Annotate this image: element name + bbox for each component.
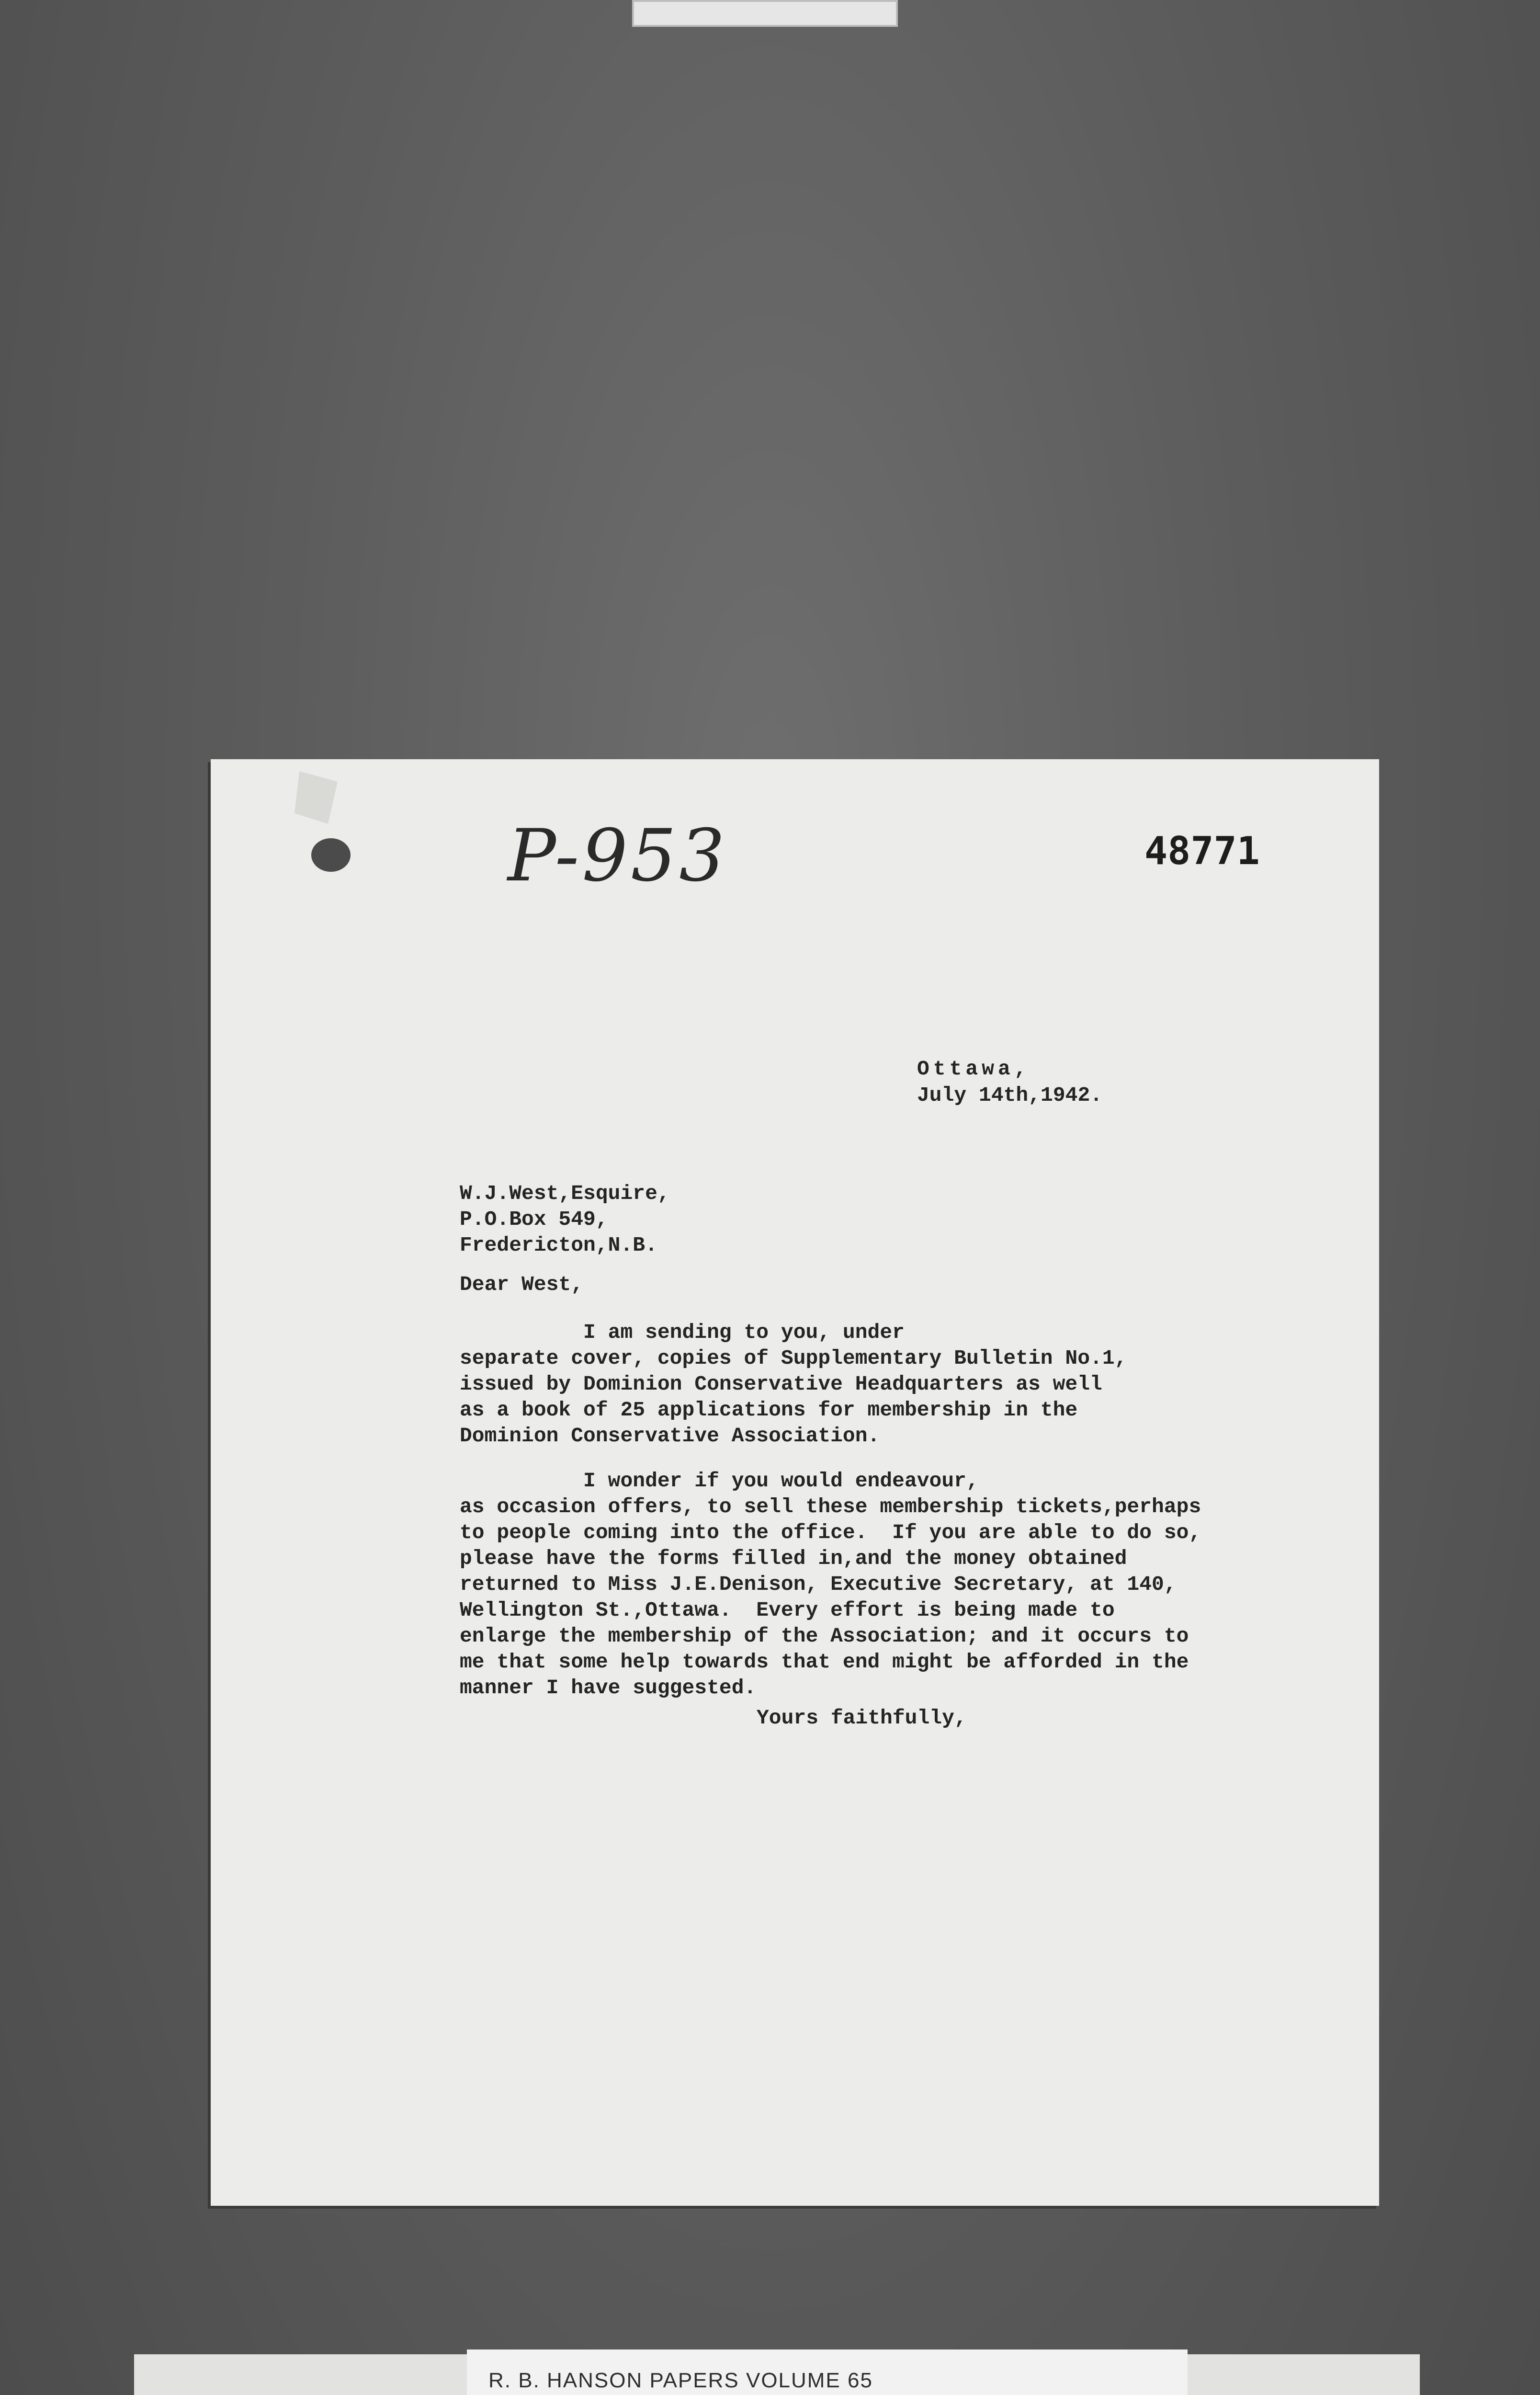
recipient-line-2: P.O.Box 549,: [460, 1208, 608, 1231]
paragraph-1-line: I am sending to you, under: [460, 1321, 905, 1344]
punch-hole: [311, 838, 351, 872]
paragraph-2-line: I wonder if you would endeavour,: [460, 1469, 979, 1493]
recipient-line-3: Fredericton,N.B.: [460, 1233, 657, 1257]
letter-date: July 14th,1942.: [917, 1083, 1103, 1107]
handwritten-reference: P-953: [508, 814, 728, 898]
closing: Yours faithfully,: [757, 1706, 967, 1730]
top-frame-tab: [632, 0, 898, 27]
paragraph-1-line: as a book of 25 applications for membership in the: [460, 1398, 1078, 1422]
document-number: 48771: [1144, 829, 1260, 873]
paragraph-2-line: manner I have suggested.: [460, 1676, 757, 1699]
paragraph-1-line: issued by Dominion Conservative Headquarters as well: [460, 1372, 1102, 1396]
letter-place: Ottawa,: [917, 1057, 1030, 1081]
volume-label: R. B. HANSON PAPERS VOLUME 65: [488, 2369, 873, 2392]
paragraph-2-line: enlarge the membership of the Association; and it occurs to: [460, 1624, 1189, 1648]
paragraph-1-line: Dominion Conservative Association.: [460, 1424, 880, 1448]
recipient-line-1: W.J.West,Esquire,: [460, 1182, 670, 1205]
paragraph-2-line: please have the forms filled in,and the money obtained: [460, 1547, 1127, 1570]
paragraph-2-line: Wellington St.,Ottawa. Every effort is being made to: [460, 1598, 1115, 1622]
paragraph-1-line: separate cover, copies of Supplementary Bulletin No.1,: [460, 1346, 1127, 1370]
paragraph-2-line: returned to Miss J.E.Denison, Executive Secretary, at 140,: [460, 1573, 1177, 1596]
paragraph-2-line: to people coming into the office. If you are able to do so,: [460, 1521, 1201, 1544]
paragraph-2-line: as occasion offers, to sell these membership tickets,perhaps: [460, 1495, 1201, 1518]
paragraph-2-line: me that some help towards that end might be afforded in the: [460, 1650, 1189, 1674]
salutation: Dear West,: [460, 1273, 584, 1296]
